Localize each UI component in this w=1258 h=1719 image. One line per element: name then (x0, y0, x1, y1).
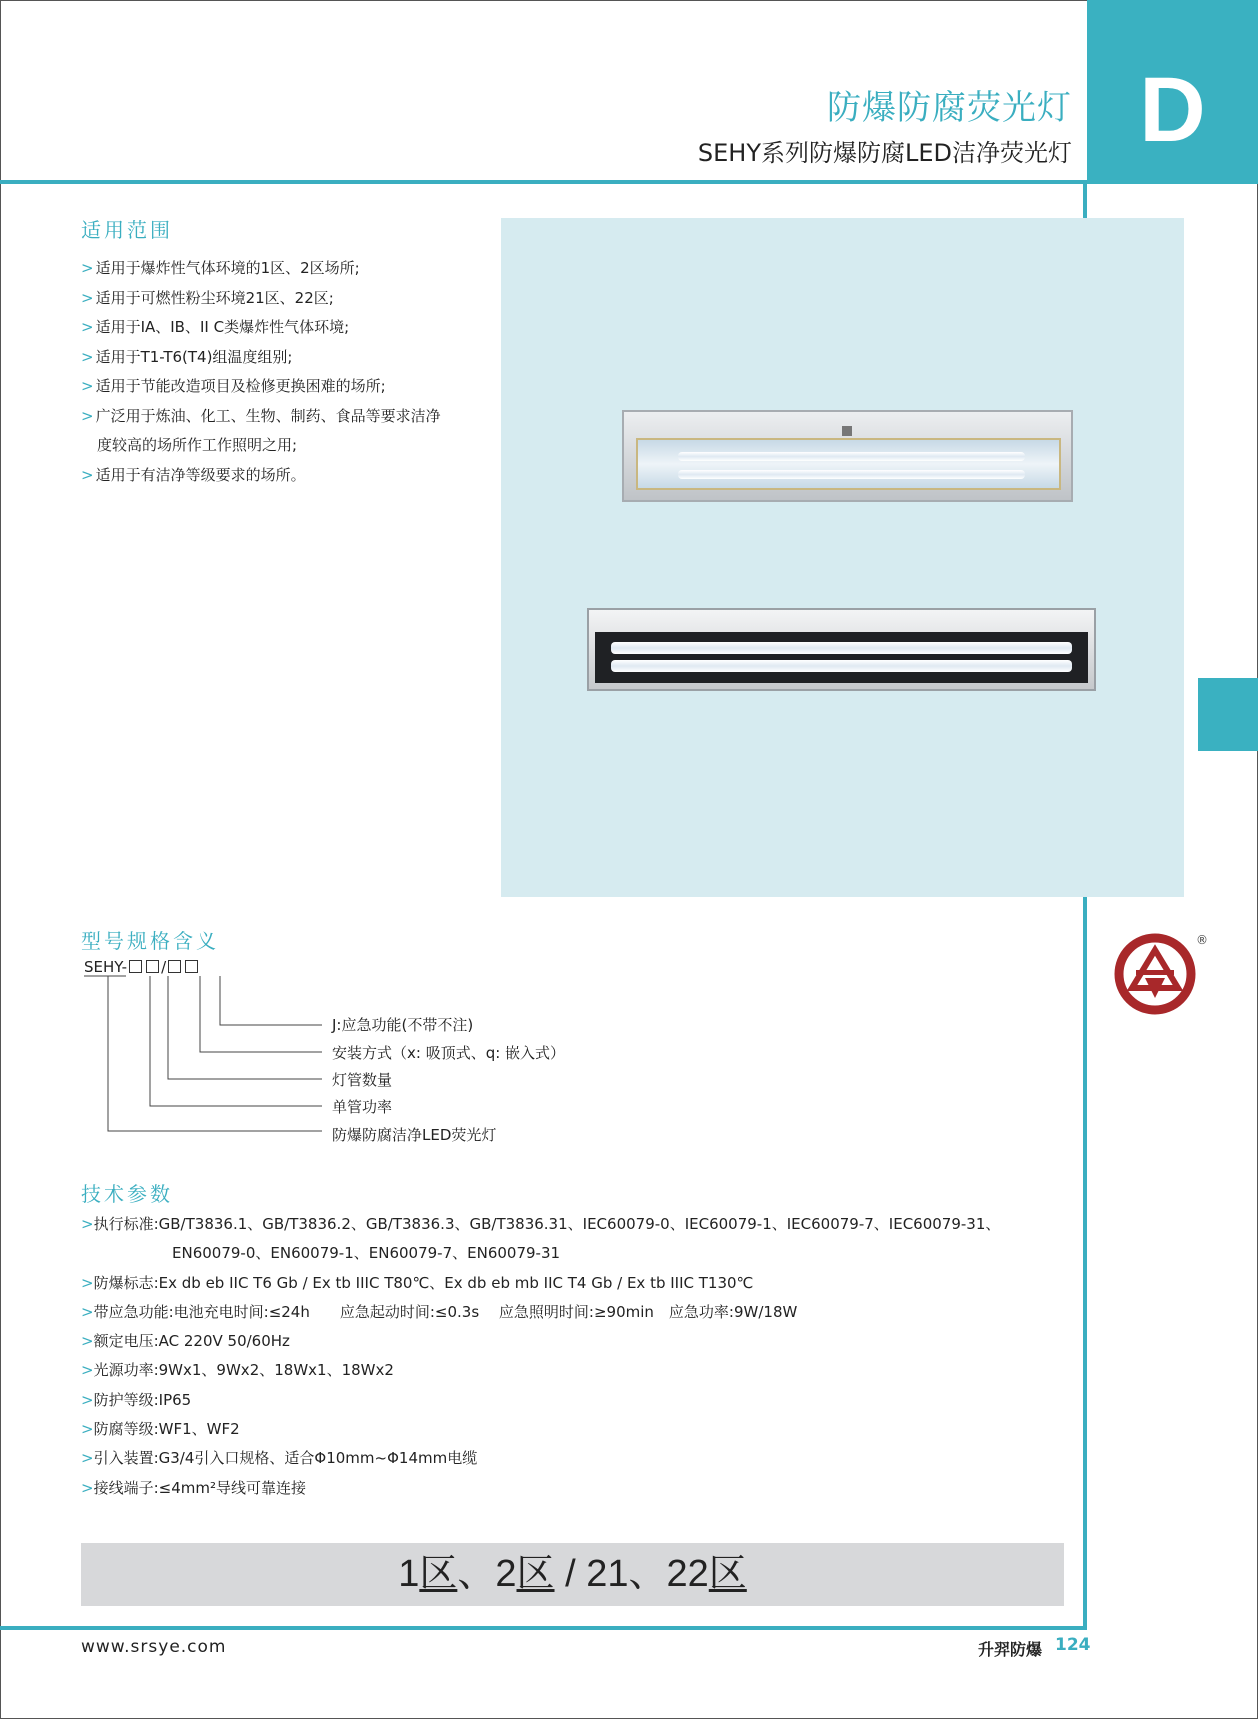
list-item: > 适用于有洁净等级要求的场所。 (81, 465, 306, 484)
section-letter: D (1139, 59, 1206, 161)
model-label-emergency: J:应急功能(不带不注) (332, 1016, 474, 1034)
model-heading: 型号规格含义 (81, 929, 219, 953)
model-label-tube-count: 灯管数量 (332, 1071, 393, 1089)
footer-website[interactable]: www.srsye.com (81, 1637, 227, 1657)
page-number: 124 (1055, 1635, 1091, 1655)
list-item: > 适用于可燃性粉尘环境21区、22区; (81, 288, 334, 307)
page-subtitle: SEHY系列防爆防腐LED洁净荧光灯 (697, 139, 1072, 167)
model-label-product: 防爆防腐洁净LED荧光灯 (332, 1126, 497, 1144)
model-code: SEHY- / (84, 958, 200, 976)
list-item: > 适用于IA、IB、II C类爆炸性气体环境; (81, 318, 350, 336)
spec-terminal: >接线端子:≤4mm²导线可靠连接 (81, 1478, 306, 1497)
spec-emergency: >带应急功能:电池充电时间:≤24h 应急起动时间:≤0.3s 应急照明时间:≥90min 应急功率:9W/18W (81, 1302, 798, 1321)
registered-mark: ® (1196, 933, 1208, 947)
spec-standards: >执行标准:GB/T3836.1、GB/T3836.2、GB/T3836.3、GB/T3836.31、IEC60079-0、IEC60079-1、IEC60079-7、IEC60079-31、 (81, 1215, 1001, 1233)
spec-corrosion: >防腐等级:WF1、WF2 (81, 1420, 240, 1439)
list-item: > 适用于节能改造项目及检修更换困难的场所; (81, 377, 386, 395)
page-title: 防爆防腐荧光灯 (827, 88, 1072, 128)
specs-heading: 技术参数 (81, 1182, 173, 1206)
spec-ex-marking: >防爆标志:Ex db eb IIC T6 Gb / Ex tb IIIC T80℃、Ex db eb mb IIC T4 Gb / Ex tb IIIC T130℃ (81, 1273, 754, 1292)
spec-cable-entry: >引入装置:G3/4引入口规格、适合Φ10mm~Φ14mm电缆 (81, 1449, 478, 1468)
list-item: > 适用于T1-T6(T4)组温度组别; (81, 347, 293, 366)
model-label-power: 单管功率 (332, 1098, 393, 1116)
spec-ip-rating: >防护等级:IP65 (81, 1390, 192, 1409)
zone-banner: 1区、2区 / 21、22区 (81, 1543, 1064, 1606)
spec-light-power: >光源功率:9Wx1、9Wx2、18Wx1、18Wx2 (81, 1361, 394, 1380)
footer-brand: 升羿防爆 (977, 1640, 1042, 1659)
list-item-continuation: 度较高的场所作工作照明之用; (97, 436, 298, 454)
spec-voltage: >额定电压:AC 220V 50/60Hz (81, 1332, 290, 1351)
specs-list (81, 1210, 1081, 1503)
scope-heading: 适用范围 (81, 218, 173, 242)
spec-standards-cont: EN60079-0、EN60079-1、EN60079-7、EN60079-31 (172, 1244, 561, 1263)
model-label-mounting: 安装方式（x: 吸顶式、q: 嵌入式） (332, 1044, 566, 1062)
list-item: > 广泛用于炼油、化工、生物、制药、食品等要求洁净 (81, 406, 441, 425)
model-code-prefix: SEHY- (84, 958, 128, 976)
list-item: > 适用于爆炸性气体环境的1区、2区场所; (81, 259, 360, 277)
